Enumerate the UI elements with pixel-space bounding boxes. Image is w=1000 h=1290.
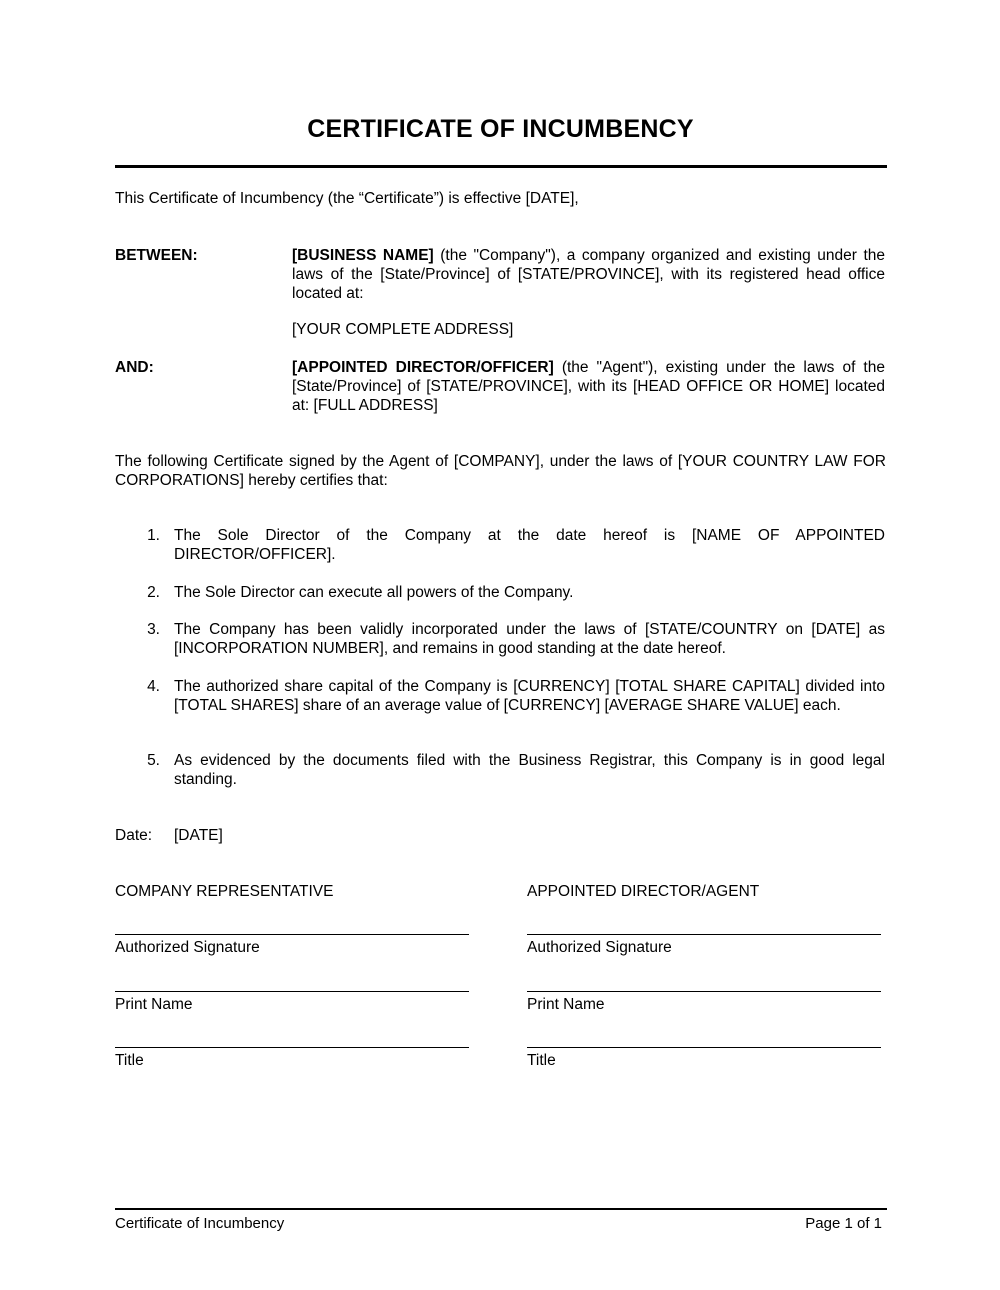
title-divider <box>115 165 887 168</box>
list-number: 1. <box>147 527 160 544</box>
list-text: The Sole Director can execute all powers of the Company. <box>174 584 574 601</box>
right-title-label: Title <box>527 1052 556 1069</box>
list-number: 2. <box>147 584 160 601</box>
footer-document-name: Certificate of Incumbency <box>115 1215 285 1232</box>
between-text: (the "Company"), a company organized and existing under the laws of the [State/Province] of [STATE/PROVINCE], with its registered head office located at: <box>292 247 885 302</box>
list-text: The Company has been validly incorporated under the laws of [STATE/COUNTRY on [DATE] as [INCORPORATION NUMBER], and remains in good standing at the date hereof. <box>174 621 885 657</box>
list-text: The authorized share capital of the Company is [CURRENCY] [TOTAL SHARE CAPITAL] divided into [TOTAL SHARES] share of an average value of [CURRENCY] [AVERAGE SHARE VALUE] each. <box>174 678 885 714</box>
list-text: The Sole Director of the Company at the date hereof is [NAME OF APPOINTED DIRECTOR/OFFICER]. <box>174 527 885 563</box>
and-paragraph <box>292 358 885 415</box>
print-name-line <box>527 991 881 992</box>
appointed-director-name: [APPOINTED DIRECTOR/OFFICER] <box>292 359 554 376</box>
appointed-director-heading: APPOINTED DIRECTOR/AGENT <box>527 883 760 900</box>
signature-line <box>527 934 881 935</box>
company-address: [YOUR COMPLETE ADDRESS] <box>292 321 514 338</box>
footer-page-number: Page 1 of 1 <box>805 1215 882 1232</box>
footer-divider <box>115 1208 887 1210</box>
title-line <box>527 1047 881 1048</box>
list-number: 3. <box>147 621 160 638</box>
between-paragraph <box>292 246 885 303</box>
print-name-line <box>115 991 469 992</box>
company-representative-heading: COMPANY REPRESENTATIVE <box>115 883 334 900</box>
right-print-name-label: Print Name <box>527 996 605 1013</box>
left-title-label: Title <box>115 1052 144 1069</box>
signature-line <box>115 934 469 935</box>
list-number: 4. <box>147 678 160 695</box>
and-label: AND: <box>115 359 154 376</box>
intro-paragraph: This Certificate of Incumbency (the “Certificate”) is effective [DATE], <box>115 190 579 207</box>
date-label: Date: <box>115 827 153 844</box>
date-value: [DATE] <box>174 827 223 844</box>
between-label: BETWEEN: <box>115 247 198 264</box>
title-line <box>115 1047 469 1048</box>
list-number: 5. <box>147 752 160 769</box>
left-print-name-label: Print Name <box>115 996 193 1013</box>
list-text: As evidenced by the documents filed with the Business Registrar, this Company is in good legal standing. <box>174 752 885 788</box>
right-signature-label: Authorized Signature <box>527 939 672 956</box>
document-title: CERTIFICATE OF INCUMBENCY <box>307 115 694 143</box>
and-text: (the "Agent"), existing under the laws of the [State/Province] of [STATE/PROVINCE], with its [HEAD OFFICE OR HOME] located at: [FULL ADDRESS] <box>292 359 885 414</box>
left-signature-label: Authorized Signature <box>115 939 260 956</box>
following-paragraph: The following Certificate signed by the Agent of [COMPANY], under the laws of [YOUR COUNTRY LAW FOR CORPORATIONS] hereby certifies that: <box>115 453 886 489</box>
business-name: [BUSINESS NAME] <box>292 247 434 264</box>
